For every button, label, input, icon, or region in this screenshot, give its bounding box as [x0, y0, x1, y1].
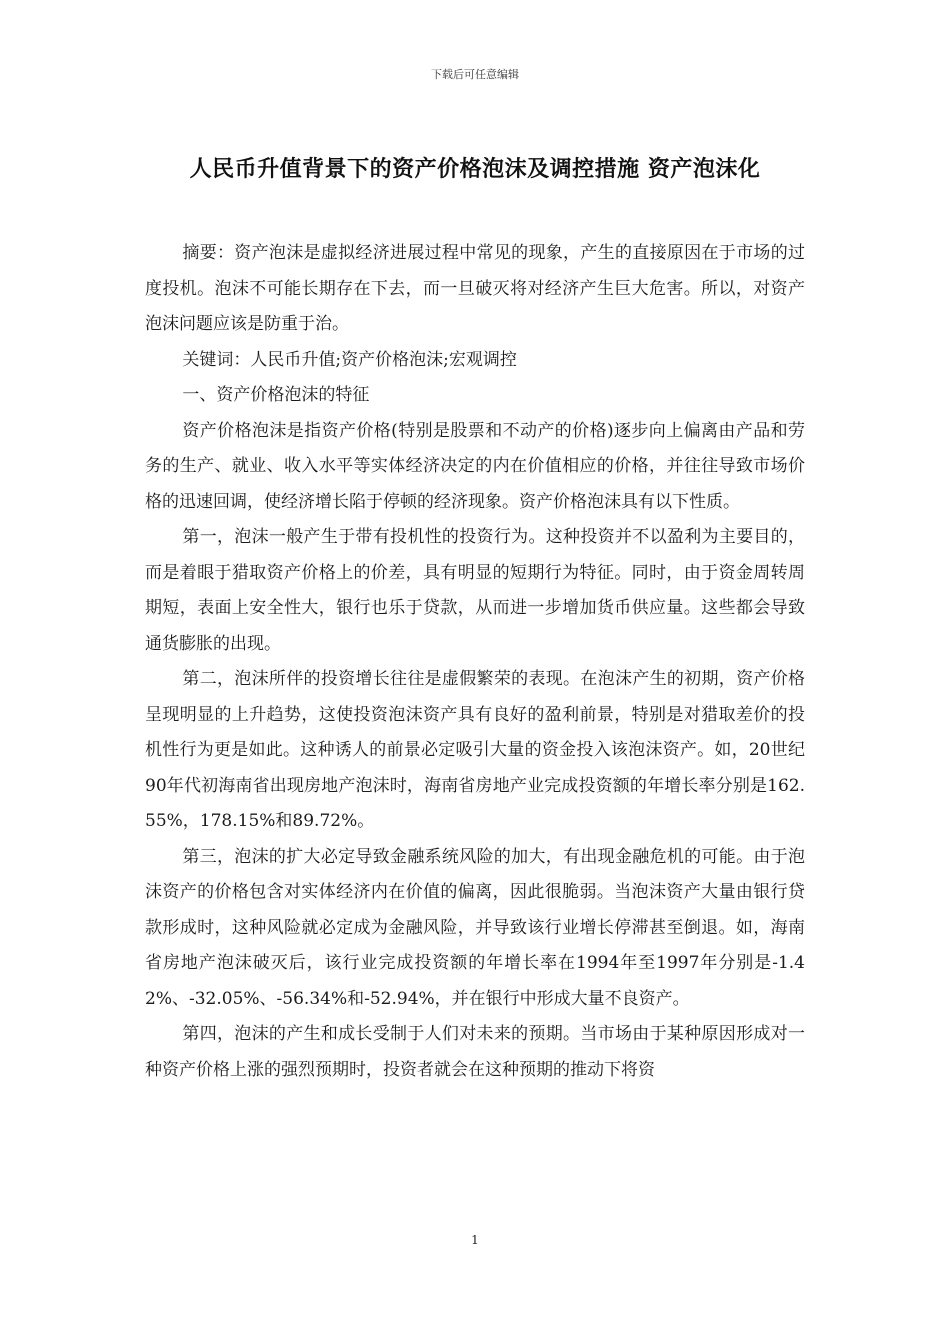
body-paragraph: 第二，泡沫所伴的投资增长往往是虚假繁荣的表现。在泡沫产生的初期，资产价格呈现明显的上升趋势，这使投资泡沫资产具有良好的盈利前景，特别是对猎取差价的投机性行为更是如此。这种诱人的前景必定吸引大量的资金投入该泡沫资产。如，20世纪90年代初海南省出现房地产泡沫时，海南省房地产业完成投资额的年增长率分别是162.55%，178.15%和89.72%。 [145, 669, 805, 831]
body-paragraph: 第四，泡沫的产生和成长受制于人们对未来的预期。当市场由于某种原因形成对一种资产价格上涨的强烈预期时，投资者就会在这种预期的推动下将资 [145, 1024, 805, 1080]
body-paragraph: 第三，泡沫的扩大必定导致金融系统风险的加大，有出现金融危机的可能。由于泡沫资产的价格包含对实体经济内在价值的偏离，因此很脆弱。当泡沫资产大量由银行贷款形成时，这种风险就必定成为金融风险，并导致该行业增长停滞甚至倒退。如，海南省房地产泡沫破灭后，该行业完成投资额的年增长率在1994年至1997年分别是-1.42%、-32.05%、-56.34%和-52.94%，并在银行中形成大量不良资产。 [145, 846, 805, 1009]
document-title: 人民币升值背景下的资产价格泡沫及调控措施 资产泡沫化 [189, 157, 761, 182]
section-heading: 一、资产价格泡沫的特征 [182, 385, 370, 405]
body-paragraph: 资产价格泡沫是指资产价格(特别是股票和不动产的价格)逐步向上偏离由产品和劳务的生产、就业、收入水平等实体经济决定的内在价值相应的价格，并往往导致市场价格的迅速回调，使经济增长陷于停顿的经济现象。资产价格泡沫具有以下性质。 [145, 420, 805, 512]
page-number: 1 [471, 1233, 479, 1247]
document-body [145, 236, 805, 1088]
abstract-paragraph: 摘要：资产泡沫是虚拟经济进展过程中常见的现象，产生的直接原因在于市场的过度投机。泡沫不可能长期存在下去，而一旦破灭将对经济产生巨大危害。所以，对资产泡沫问题应该是防重于治。 [145, 243, 805, 334]
header-note: 下载后可任意编辑 [431, 68, 519, 81]
body-paragraph: 第一，泡沫一般产生于带有投机性的投资行为。这种投资并不以盈利为主要目的，而是着眼于猎取资产价格上的价差，具有明显的短期行为特征。同时，由于资金周转周期短，表面上安全性大，银行也乐于贷款，从而进一步增加货币供应量。这些都会导致通货膨胀的出现。 [145, 527, 805, 654]
keywords-paragraph: 关键词：人民币升值;资产价格泡沫;宏观调控 [182, 349, 517, 370]
